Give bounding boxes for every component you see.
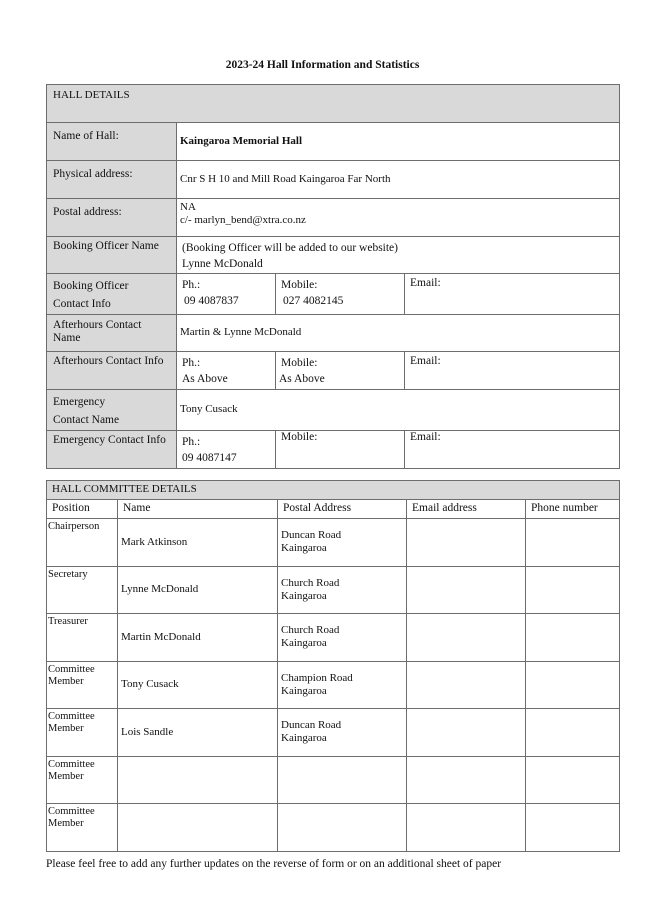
booking-mobile-cell xyxy=(276,274,405,315)
address-line-1: Church Road xyxy=(281,576,340,589)
committee-email xyxy=(407,566,526,614)
committee-position xyxy=(47,566,118,614)
committee-header-row xyxy=(47,500,620,519)
afterhours-phone-value: As Above xyxy=(182,373,228,386)
afterhours-contact-name-value: Martin & Lynne McDonald xyxy=(177,315,620,352)
committee-email xyxy=(407,804,526,852)
position-line-1: Treasurer xyxy=(48,616,88,627)
afterhours-mobile-label: Mobile: xyxy=(281,357,318,369)
committee-postal-address xyxy=(278,614,407,662)
physical-address-row xyxy=(47,161,620,199)
postal-address-row xyxy=(47,199,620,237)
table-row xyxy=(47,709,620,757)
emergency-name-label-line-2: Contact Name xyxy=(53,414,120,427)
physical-address-value: Cnr S H 10 and Mill Road Kaingaroa Far North xyxy=(177,161,620,199)
address-line-1: Champion Road xyxy=(281,671,353,684)
committee-phone xyxy=(526,661,620,709)
committee-name xyxy=(118,709,278,757)
afterhours-email-cell xyxy=(405,352,620,390)
header-email-address: Email address xyxy=(407,500,526,519)
booking-officer-contact-label xyxy=(47,274,177,315)
afterhours-phone-label: Ph.: xyxy=(182,357,201,369)
afterhours-phone-cell xyxy=(177,352,276,390)
emergency-email-cell xyxy=(405,431,620,469)
position-line-1: Committee xyxy=(48,806,95,817)
footer-note: Please feel free to add any further updates on the reverse of form or on an additional sheet of paper xyxy=(46,858,502,870)
emergency-contact-info-row xyxy=(47,431,620,469)
afterhours-mobile-value: As Above xyxy=(279,373,325,386)
committee-phone xyxy=(526,709,620,757)
table-row xyxy=(47,756,620,804)
committee-table xyxy=(46,480,620,852)
afterhours-contact-info-row xyxy=(47,352,620,390)
committee-phone xyxy=(526,804,620,852)
postal-address-value xyxy=(177,199,620,237)
header-name: Name xyxy=(118,500,278,519)
booking-mobile-label: Mobile: xyxy=(281,279,318,291)
address-line-2: Kaingaroa xyxy=(281,732,327,745)
emergency-mobile-cell xyxy=(276,431,405,469)
afterhours-contact-name-label: Afterhours Contact Name xyxy=(47,315,177,352)
committee-name xyxy=(118,566,278,614)
committee-postal-address xyxy=(278,519,407,567)
committee-phone xyxy=(526,614,620,662)
address-line-1: Duncan Road xyxy=(281,719,342,732)
address-line-1: Church Road xyxy=(281,624,340,637)
hall-details-section-label: HALL DETAILS xyxy=(47,85,620,123)
page-title: 2023-24 Hall Information and Statistics xyxy=(225,59,420,71)
emergency-contact-info-label: Emergency Contact Info xyxy=(47,431,177,469)
committee-position xyxy=(47,709,118,757)
committee-position xyxy=(47,519,118,567)
emergency-contact-name-row xyxy=(47,390,620,431)
committee-email xyxy=(407,519,526,567)
afterhours-contact-info-label: Afterhours Contact Info xyxy=(47,352,177,390)
hall-details-table xyxy=(46,84,620,469)
afterhours-mobile-cell xyxy=(276,352,405,390)
committee-email xyxy=(407,756,526,804)
committee-phone xyxy=(526,566,620,614)
emergency-phone-label: Ph.: xyxy=(182,436,201,448)
committee-postal-address xyxy=(278,566,407,614)
header-position: Position xyxy=(47,500,118,519)
position-line-2: Member xyxy=(48,723,84,735)
committee-postal-address xyxy=(278,709,407,757)
emergency-contact-name-value: Tony Cusack xyxy=(177,390,620,431)
committee-email xyxy=(407,709,526,757)
position-line-2: Member xyxy=(48,818,84,830)
booking-email-label: Email: xyxy=(410,277,441,289)
booking-officer-name-row xyxy=(47,237,620,274)
booking-contact-label-line-1: Booking Officer xyxy=(53,280,129,292)
emergency-contact-name-label xyxy=(47,390,177,431)
address-line-1: Duncan Road xyxy=(281,529,342,542)
booking-email-cell xyxy=(405,274,620,315)
address-line-2: Kaingaroa xyxy=(281,637,327,650)
emergency-phone-value: 09 4087147 xyxy=(182,452,237,465)
committee-postal-address xyxy=(278,661,407,709)
hall-details-header-row xyxy=(47,85,620,123)
booking-mobile-value: 027 4082145 xyxy=(283,295,344,308)
committee-phone xyxy=(526,519,620,567)
committee-email xyxy=(407,661,526,709)
member-name: Lois Sandle xyxy=(121,725,174,738)
name-of-hall-value: Kaingaroa Memorial Hall xyxy=(177,123,620,161)
table-row xyxy=(47,614,620,662)
committee-section-row xyxy=(47,481,620,500)
member-name: Tony Cusack xyxy=(121,678,179,691)
position-line-2: Member xyxy=(48,675,84,687)
emergency-name-label-line-1: Emergency xyxy=(53,396,106,408)
emergency-phone-cell xyxy=(177,431,276,469)
booking-officer-name-value xyxy=(177,237,620,274)
table-row xyxy=(47,566,620,614)
committee-name xyxy=(118,756,278,804)
address-line-2: Kaingaroa xyxy=(281,589,327,602)
afterhours-email-label: Email: xyxy=(410,355,441,367)
table-row xyxy=(47,661,620,709)
position-line-1: Committee xyxy=(48,758,95,770)
position-line-2: Member xyxy=(48,770,84,782)
committee-section-label: HALL COMMITTEE DETAILS xyxy=(47,481,620,500)
address-line-2: Kaingaroa xyxy=(281,542,327,555)
position-line-1: Chairperson xyxy=(48,521,100,532)
address-line-2: Kaingaroa xyxy=(281,684,327,697)
header-postal-address: Postal Address xyxy=(278,500,407,519)
header-phone-number: Phone number xyxy=(526,500,620,519)
position-line-1: Committee xyxy=(48,663,95,675)
committee-position xyxy=(47,804,118,852)
committee-postal-address xyxy=(278,804,407,852)
booking-officer-contact-row xyxy=(47,274,620,315)
position-line-1: Committee xyxy=(48,711,95,722)
committee-phone xyxy=(526,756,620,804)
physical-address-label: Physical address: xyxy=(47,161,177,199)
booking-phone-cell xyxy=(177,274,276,315)
postal-address-line-2: c/- marlyn_bend@xtra.co.nz xyxy=(180,214,306,227)
postal-address-line-1: NA xyxy=(180,201,196,213)
committee-name xyxy=(118,519,278,567)
booking-phone-value: 09 4087837 xyxy=(184,295,239,308)
afterhours-contact-name-row xyxy=(47,315,620,352)
booking-officer-name-label: Booking Officer Name xyxy=(47,237,177,274)
table-row xyxy=(47,804,620,852)
emergency-mobile-label: Mobile: xyxy=(281,431,318,443)
member-name: Mark Atkinson xyxy=(121,535,188,548)
name-of-hall-label: Name of Hall: xyxy=(47,123,177,161)
postal-address-label: Postal address: xyxy=(47,199,177,237)
booking-officer-note: (Booking Officer will be added to our website) xyxy=(182,242,398,254)
member-name: Lynne McDonald xyxy=(121,583,199,596)
booking-contact-label-line-2: Contact Info xyxy=(53,298,111,311)
committee-name xyxy=(118,661,278,709)
committee-name xyxy=(118,804,278,852)
name-of-hall-row xyxy=(47,123,620,161)
booking-phone-label: Ph.: xyxy=(182,279,201,291)
committee-position xyxy=(47,756,118,804)
committee-postal-address xyxy=(278,756,407,804)
emergency-email-label: Email: xyxy=(410,431,441,443)
committee-name xyxy=(118,614,278,662)
table-row xyxy=(47,519,620,567)
committee-position xyxy=(47,614,118,662)
position-line-1: Secretary xyxy=(48,568,88,580)
member-name: Martin McDonald xyxy=(121,630,201,643)
booking-officer-name: Lynne McDonald xyxy=(182,258,263,271)
committee-email xyxy=(407,614,526,662)
committee-position xyxy=(47,661,118,709)
